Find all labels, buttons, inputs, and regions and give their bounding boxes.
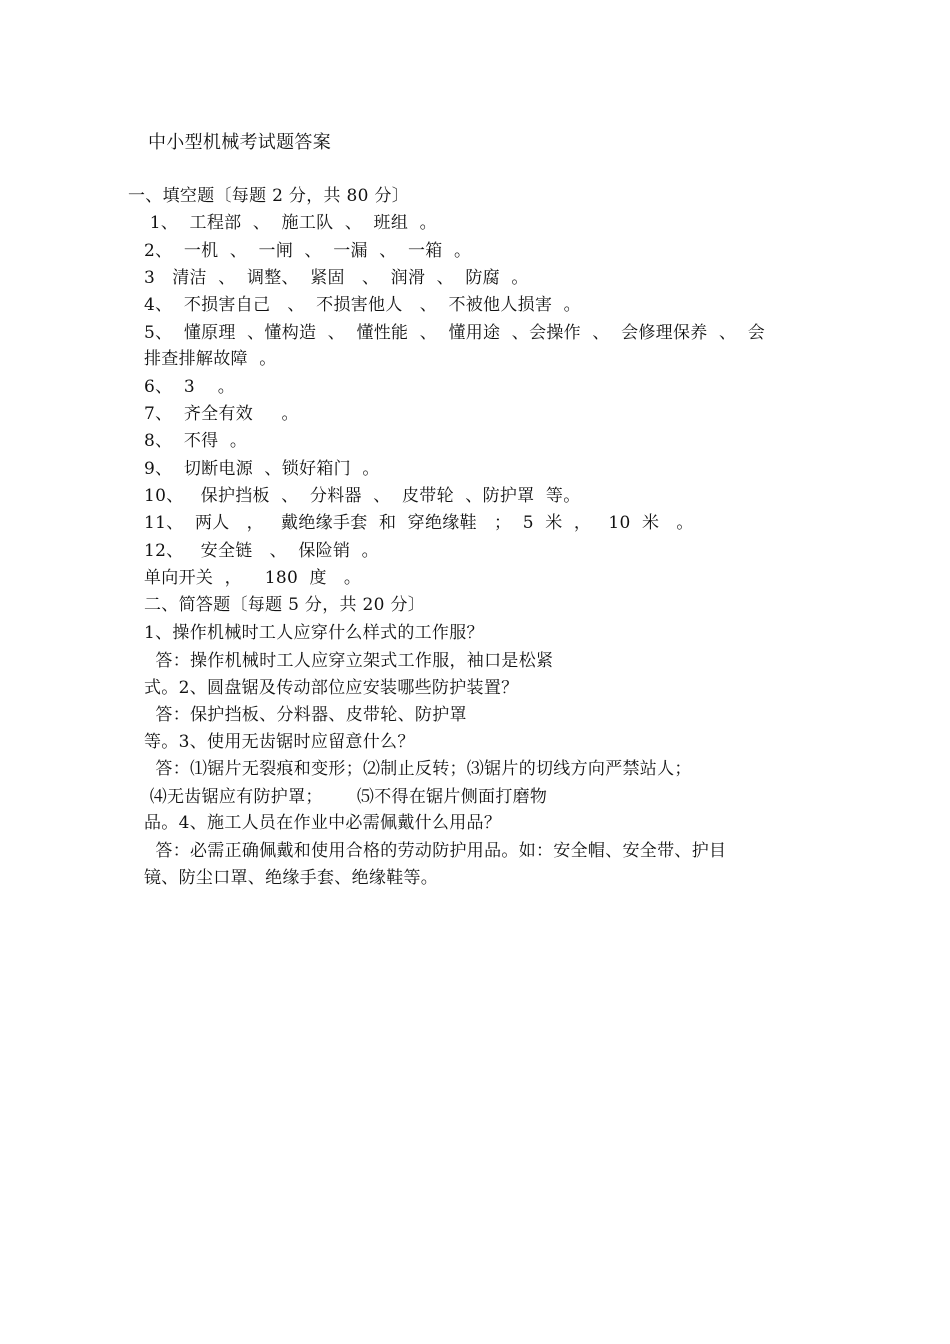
answer-q1: 1、 工程部 、 施工队 、 班组 。	[144, 213, 437, 233]
section2-header: 二、简答题〔每题 5 分，共 20 分〕	[144, 595, 426, 615]
section1-header: 一、填空题〔每题 2 分，共 80 分〕	[128, 186, 410, 206]
answer-q7: 7、 齐全有效 。	[144, 404, 299, 424]
short-a3-line2: ⑷无齿锯应有防护罩； ⑸不得在锯片侧面打磨物	[144, 787, 548, 807]
short-a3-cont-q4: 品。4、施工人员在作业中必需佩戴什么用品？	[144, 813, 502, 833]
short-a4-line1: 答：必需正确佩戴和使用合格的劳动防护用品。如：安全帽、安全带、护目	[144, 841, 727, 861]
answer-q6: 6、 3 。	[144, 377, 236, 397]
short-a2-cont-q3: 等。3、使用无齿锯时应留意什么？	[144, 732, 415, 752]
answer-q11: 11、 两人 ， 戴绝缘手套 和 穿绝缘鞋 ； 5 米 ， 10 米 。	[144, 513, 694, 533]
short-a4-line2: 镜、防尘口罩、绝缘手套、绝缘鞋等。	[144, 868, 439, 888]
answer-q13: 单向开关 ， 180 度 。	[144, 568, 362, 588]
answer-q10: 10、 保护挡板 、 分料器 、 皮带轮 、防护罩 等。	[144, 486, 581, 506]
answer-q5-line2: 排查排解故障 。	[144, 349, 277, 369]
short-a1-cont-q2: 式。2、圆盘锯及传动部位应安装哪些防护装置？	[144, 678, 519, 698]
answer-q9: 9、 切断电源 、锁好箱门 。	[144, 459, 380, 479]
doc-title: 中小型机械考试题答案	[148, 132, 331, 153]
short-a1: 答：操作机械时工人应穿立架式工作服，袖口是松紧	[144, 651, 554, 671]
answer-q2: 2、 一机 、 一闸 、 一漏 、 一箱 。	[144, 241, 472, 261]
answer-q4: 4、 不损害自己 、 不损害他人 、 不被他人损害 。	[144, 295, 581, 315]
answer-q5-line1: 5、 懂原理 、懂构造 、 懂性能 、 懂用途 、会操作 、 会修理保养 、 会	[144, 323, 765, 343]
short-q1: 1、操作机械时工人应穿什么样式的工作服？	[144, 623, 484, 643]
short-a3-line1: 答：⑴锯片无裂痕和变形；⑵制止反转；⑶锯片的切线方向严禁站人；	[144, 759, 692, 779]
answer-q3: 3 清洁 、 调整、 紧固 、 润滑 、 防腐 。	[144, 268, 529, 288]
answer-q8: 8、 不得 。	[144, 431, 248, 451]
answer-q12: 12、 安全链 、 保险销 。	[144, 541, 379, 561]
short-a2: 答：保护挡板、分料器、皮带轮、防护罩	[144, 705, 467, 725]
